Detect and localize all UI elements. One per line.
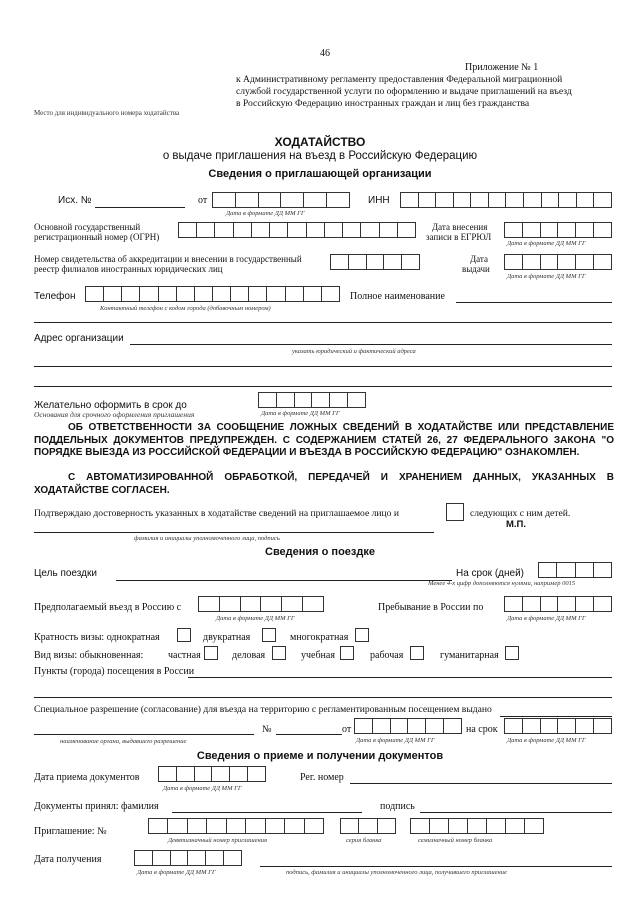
full-name-field[interactable] <box>456 302 612 303</box>
invitation-number-hint: Девятизначный номер приглашения <box>168 837 268 844</box>
urgent-reason-label: Основания для срочного оформления приглашения <box>34 410 195 419</box>
work-label: рабочая <box>370 650 404 661</box>
form-subtitle: о выдаче приглашения на въезд в Российскую Федерацию <box>162 150 478 162</box>
date-received-hint: Дата в формате ДД ММ ГГ <box>163 785 242 792</box>
visa-kind-label: Вид визы: обыкновенная: <box>34 650 144 661</box>
work-checkbox[interactable] <box>410 646 424 660</box>
recipient-signature-field[interactable] <box>260 866 612 867</box>
egrul-date-boxes[interactable] <box>504 222 612 238</box>
phone-boxes[interactable] <box>85 286 340 302</box>
accepted-by-label: Документы принял: фамилия <box>34 801 159 812</box>
page-number: 46 <box>320 48 330 59</box>
ogrn-label-1: Основной государственный <box>34 222 141 232</box>
business-label: деловая <box>232 650 266 661</box>
purpose-field[interactable] <box>116 580 452 581</box>
term-boxes[interactable] <box>538 562 612 578</box>
entry-label: Предполагаемый въезд в Россию с <box>34 602 182 613</box>
issue-date-boxes[interactable] <box>504 254 612 270</box>
signature-label: подпись <box>380 801 415 812</box>
signatory-field[interactable] <box>34 532 434 533</box>
phone-label: Телефон <box>34 291 76 302</box>
ogrn-boxes[interactable] <box>178 222 416 238</box>
blank-series-hint: серия бланка <box>346 837 382 844</box>
outgoing-number-label: Исх. № <box>58 195 92 206</box>
urgent-date-hint: Дата в формате ДД ММ ГГ <box>261 410 340 417</box>
appendix-line-3: в Российскую Федерацию иностранных граждан и лиц без гражданства <box>236 98 530 109</box>
full-name-label: Полное наименование <box>350 291 445 302</box>
double-entry-label: двукратная <box>203 632 251 643</box>
cities-label: Пункты (города) посещения в России <box>34 666 195 677</box>
stay-label: Пребывание в России по <box>378 602 484 613</box>
issue-label-2: выдачи <box>462 264 490 274</box>
date-issued-boxes[interactable] <box>134 850 242 866</box>
cert-label-2: реестр филиалов иностранных юридических лиц <box>34 264 223 274</box>
purpose-label: Цель поездки <box>34 568 97 579</box>
double-entry-checkbox[interactable] <box>262 628 276 642</box>
permit-number-field[interactable] <box>276 734 342 735</box>
inn-boxes[interactable] <box>400 192 612 208</box>
stay-date-hint: Дата в формате ДД ММ ГГ <box>507 615 586 622</box>
egrul-date-hint: Дата в формате ДД ММ ГГ <box>507 240 586 247</box>
issue-date-hint: Дата в формате ДД ММ ГГ <box>507 273 586 280</box>
form-title: ХОДАТАЙСТВО <box>274 135 366 149</box>
outgoing-number-field[interactable] <box>95 207 185 208</box>
permit-until-label: на срок <box>466 724 498 735</box>
visa-multiplicity-label: Кратность визы: однократная <box>34 632 160 643</box>
reg-number-label: Рег. номер <box>300 772 344 783</box>
permit-until-boxes[interactable] <box>504 718 612 734</box>
blank-series-boxes[interactable] <box>340 818 396 834</box>
special-permit-label: Специальное разрешение (согласование) для въезда на территорию с регламентированным посещением выдано <box>34 704 492 715</box>
stamp-label: М.П. <box>506 519 527 530</box>
urgent-label: Желательно оформить в срок до <box>34 400 187 411</box>
address-field-line-2[interactable] <box>34 366 612 367</box>
single-entry-checkbox[interactable] <box>177 628 191 642</box>
permit-number-label: № <box>262 724 272 735</box>
humanitarian-label: гуманитарная <box>440 650 499 661</box>
date-issued-label: Дата получения <box>34 854 102 865</box>
cities-field[interactable] <box>188 677 612 678</box>
permit-issuer-hint: наименование органа, выдавшего разрешение <box>60 738 187 745</box>
private-checkbox[interactable] <box>204 646 218 660</box>
id-place-label: Место для индивидуального номера ходатайства <box>34 109 180 117</box>
stay-date-boxes[interactable] <box>504 596 612 612</box>
recipient-signature-hint: подпись, фамилия и инициалы уполномоченного лица, получившего приглашение <box>286 869 507 876</box>
multiple-entry-label: многократная <box>290 632 349 643</box>
humanitarian-checkbox[interactable] <box>505 646 519 660</box>
cert-label-1: Номер свидетельства об аккредитации и внесении в государственный <box>34 254 302 264</box>
egrul-label-1: Дата внесения <box>432 222 488 232</box>
blank-number-hint: семизначный номер бланка <box>418 837 493 844</box>
blank-number-boxes[interactable] <box>410 818 544 834</box>
term-label: На срок (дней) <box>456 568 525 579</box>
confirm-text: Подтверждаю достоверность указанных в ходатайстве сведений на приглашаемое лицо и <box>34 508 400 519</box>
ogrn-label-2: регистрационный номер (ОГРН) <box>34 232 160 242</box>
liability-statement: ОБ ОТВЕТСТВЕННОСТИ ЗА СООБЩЕНИЕ ЛОЖНЫХ СВЕДЕНИЙ В ХОДАТАЙСТВЕ ИЛИ ПРЕДСТАВЛЕНИЕ ПОДДЕЛЬНЫХ ДОКУМЕНТОВ ПРЕДУПРЕЖДЕН. С СОДЕРЖАНИЕМ СТАТЕЙ 26, 27 ФЕДЕРАЛЬНОГО ЗАКОНА "О ПОРЯДКЕ ВЫЕЗДА ИЗ РОССИЙСКОЙ ФЕДЕРАЦИИ И ВЪЕЗДА В РОССИЙСКУЮ ФЕДЕРАЦИЮ" ОЗНАКОМЛЕН. <box>34 422 614 458</box>
date-received-boxes[interactable] <box>158 766 266 782</box>
permit-from-label: от <box>342 724 352 735</box>
study-label: учебная <box>301 650 335 661</box>
multiple-entry-checkbox[interactable] <box>355 628 369 642</box>
egrul-label-2: записи в ЕГРЮЛ <box>426 232 492 242</box>
business-checkbox[interactable] <box>272 646 286 660</box>
urgent-date-boxes[interactable] <box>258 392 366 408</box>
appendix-line-2: службой государственной услуги по оформлению и выдаче приглашений на въезд <box>236 86 572 97</box>
outgoing-date-hint: Дата в формате ДД ММ ГГ <box>226 210 305 217</box>
address-label: Адрес организации <box>34 333 124 344</box>
cert-number-boxes[interactable] <box>330 254 420 270</box>
signatory-hint: фамилия и инициалы уполномоченного лица, подпись <box>134 535 280 542</box>
outgoing-date-boxes[interactable] <box>212 192 350 208</box>
issue-label-1: Дата <box>470 254 488 264</box>
section-inviting-organization: Сведения о приглашающей организации <box>208 168 432 180</box>
entry-date-boxes[interactable] <box>198 596 324 612</box>
address-field[interactable] <box>130 344 612 345</box>
full-name-field-line-2[interactable] <box>34 322 612 323</box>
children-count-box[interactable] <box>446 503 464 521</box>
term-hint: Менее 4-х цифр дополняются нулями, например 0015 <box>428 580 576 587</box>
accepted-by-field[interactable] <box>172 812 362 813</box>
private-label: частная <box>168 650 201 661</box>
date-received-label: Дата приема документов <box>34 772 140 783</box>
permit-date-boxes[interactable] <box>354 718 462 734</box>
permit-until-hint: Дата в формате ДД ММ ГГ <box>507 737 586 744</box>
invitation-number-boxes[interactable] <box>148 818 324 834</box>
section-documents: Сведения о приеме и получении документов <box>196 750 444 762</box>
from-label: от <box>198 195 208 206</box>
invitation-label: Приглашение: № <box>34 826 107 837</box>
permit-issuer-field[interactable] <box>34 734 254 735</box>
entry-date-hint: Дата в формате ДД ММ ГГ <box>216 615 295 622</box>
signature-field[interactable] <box>420 812 612 813</box>
permit-date-hint: Дата в формате ДД ММ ГГ <box>356 737 435 744</box>
address-field-line-3[interactable] <box>34 386 612 387</box>
study-checkbox[interactable] <box>340 646 354 660</box>
section-trip: Сведения о поездке <box>265 546 375 558</box>
reg-number-field[interactable] <box>350 783 612 784</box>
special-permit-field[interactable] <box>500 716 612 717</box>
address-hint: указать юридический и фактический адреса <box>292 348 416 355</box>
phone-hint: Контактный телефон с кодом города (добавочным номером) <box>100 305 271 312</box>
inn-label: ИНН <box>368 195 390 206</box>
confirm-text-tail: следующих с ним детей. <box>470 508 571 519</box>
appendix-line-1: к Административному регламенту предоставления Федеральной миграционной <box>236 74 563 85</box>
appendix-title: Приложение № 1 <box>465 62 539 73</box>
data-processing-consent: С АВТОМАТИЗИРОВАННОЙ ОБРАБОТКОЙ, ПЕРЕДАЧЕЙ И ХРАНЕНИЕМ ДАННЫХ, УКАЗАННЫХ В ХОДАТАЙСТВЕ СОГЛАСЕН. <box>34 472 614 496</box>
date-issued-hint: Дата в формате ДД ММ ГГ <box>137 869 216 876</box>
cities-field-line-2[interactable] <box>34 697 612 698</box>
